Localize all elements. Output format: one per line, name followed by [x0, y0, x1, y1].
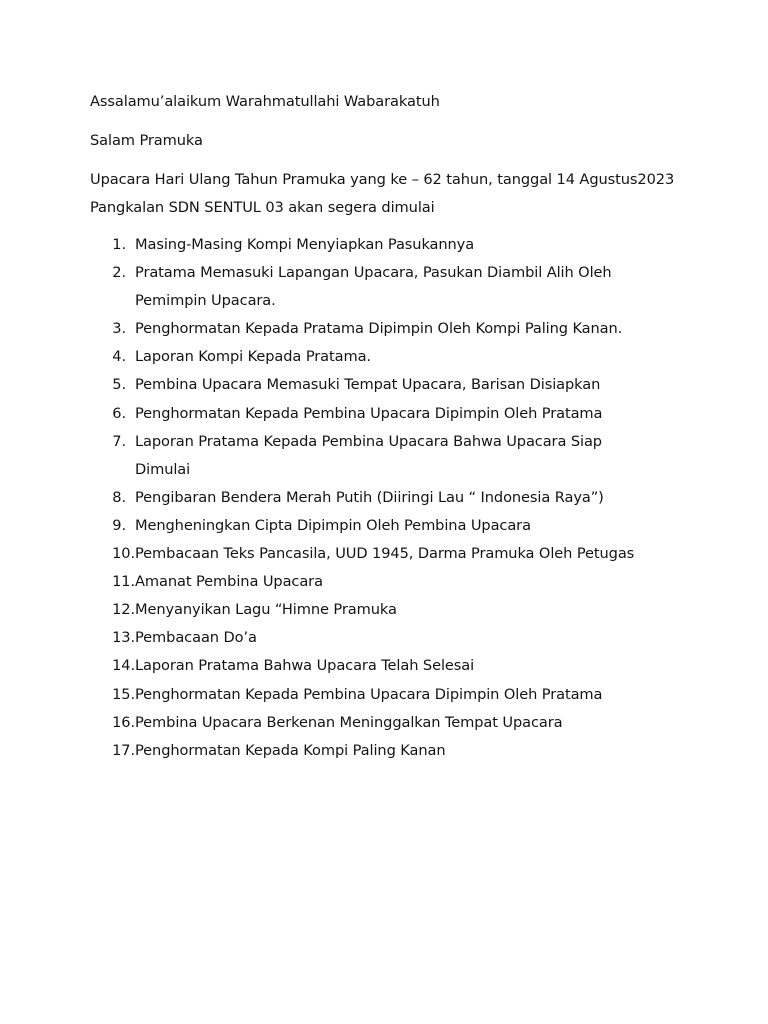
list-item — [90, 259, 655, 315]
list-item — [90, 400, 655, 428]
list-item — [90, 371, 655, 399]
list-item — [90, 428, 655, 484]
list-item-number: 14. — [112, 657, 135, 675]
list-item-number: 10. — [112, 545, 135, 563]
list-item-number: 17. — [112, 741, 135, 759]
list-item-text: Pembacaan Do’a — [135, 629, 257, 647]
list-item-text: Penghormatan Kepada Pembina Upacara Dipimpin Oleh Pratama — [135, 404, 603, 422]
list-item-number: 6. — [112, 404, 126, 422]
list-item-number: 3. — [112, 320, 126, 338]
announcement-line-2: Pangkalan SDN SENTUL 03 akan segera dimulai — [90, 199, 435, 216]
list-item-text: Laporan Pratama Kepada Pembina Upacara Bahwa Upacara Siap Dimulai — [135, 432, 602, 478]
salam-text: Salam Pramuka — [90, 132, 203, 149]
list-item-number: 8. — [112, 488, 126, 506]
list-item-number: 5. — [112, 376, 126, 394]
list-item — [90, 596, 655, 624]
list-item-text: Pembina Upacara Memasuki Tempat Upacara, Barisan Disiapkan — [135, 376, 601, 394]
announcement-paragraph — [90, 166, 674, 222]
announcement-line-1: Upacara Hari Ulang Tahun Pramuka yang ke – 62 tahun, tanggal 14 Agustus2023 — [90, 171, 675, 188]
list-item — [90, 737, 655, 765]
list-item — [90, 624, 655, 652]
list-item — [90, 315, 655, 343]
list-item-text: Pratama Memasuki Lapangan Upacara, Pasukan Diambil Alih Oleh Pemimpin Upacara. — [135, 264, 612, 310]
list-item-number: 9. — [112, 516, 126, 534]
list-item — [90, 568, 655, 596]
list-item-text: Pengibaran Bendera Merah Putih (Diiringi Lau “ Indonesia Raya”) — [135, 488, 604, 506]
list-item-text: Laporan Kompi Kepada Pratama. — [135, 348, 371, 366]
list-item-number: 16. — [112, 713, 135, 731]
list-item-text: Mengheningkan Cipta Dipimpin Oleh Pembina Upacara — [135, 516, 531, 534]
list-item-text: Pembina Upacara Berkenan Meninggalkan Tempat Upacara — [135, 713, 563, 731]
list-item — [90, 652, 655, 680]
list-item-number: 15. — [112, 685, 135, 703]
list-item — [90, 540, 655, 568]
list-item — [90, 681, 655, 709]
list-item-number: 12. — [112, 601, 135, 619]
list-item-text: Menyanyikan Lagu “Himne Pramuka — [135, 601, 397, 619]
list-item-text: Pembacaan Teks Pancasila, UUD 1945, Darma Pramuka Oleh Petugas — [135, 545, 635, 563]
list-item-number: 13. — [112, 629, 135, 647]
list-item — [90, 343, 655, 371]
list-item-number: 1. — [112, 236, 126, 253]
list-item-text: Amanat Pembina Upacara — [135, 573, 323, 591]
agenda-list — [90, 231, 655, 765]
list-item-text: Penghormatan Kepada Pratama Dipimpin Oleh Kompi Paling Kanan. — [135, 320, 623, 338]
list-item-number: 7. — [112, 432, 126, 450]
list-item-text: Laporan Pratama Bahwa Upacara Telah Selesai — [135, 657, 475, 675]
list-item-number: 2. — [112, 264, 126, 282]
list-item-number: 11. — [112, 573, 135, 591]
list-item-text: Masing-Masing Kompi Menyiapkan Pasukannya — [135, 236, 475, 253]
list-item-text: Penghormatan Kepada Pembina Upacara Dipimpin Oleh Pratama — [135, 685, 603, 703]
list-item — [90, 709, 655, 737]
list-item — [90, 512, 655, 540]
list-item-text: Penghormatan Kepada Kompi Paling Kanan — [135, 741, 446, 759]
list-item — [90, 484, 655, 512]
greeting-text: Assalamu’alaikum Warahmatullahi Wabarakatuh — [90, 93, 440, 110]
list-item — [90, 231, 655, 259]
list-item-number: 4. — [112, 348, 126, 366]
